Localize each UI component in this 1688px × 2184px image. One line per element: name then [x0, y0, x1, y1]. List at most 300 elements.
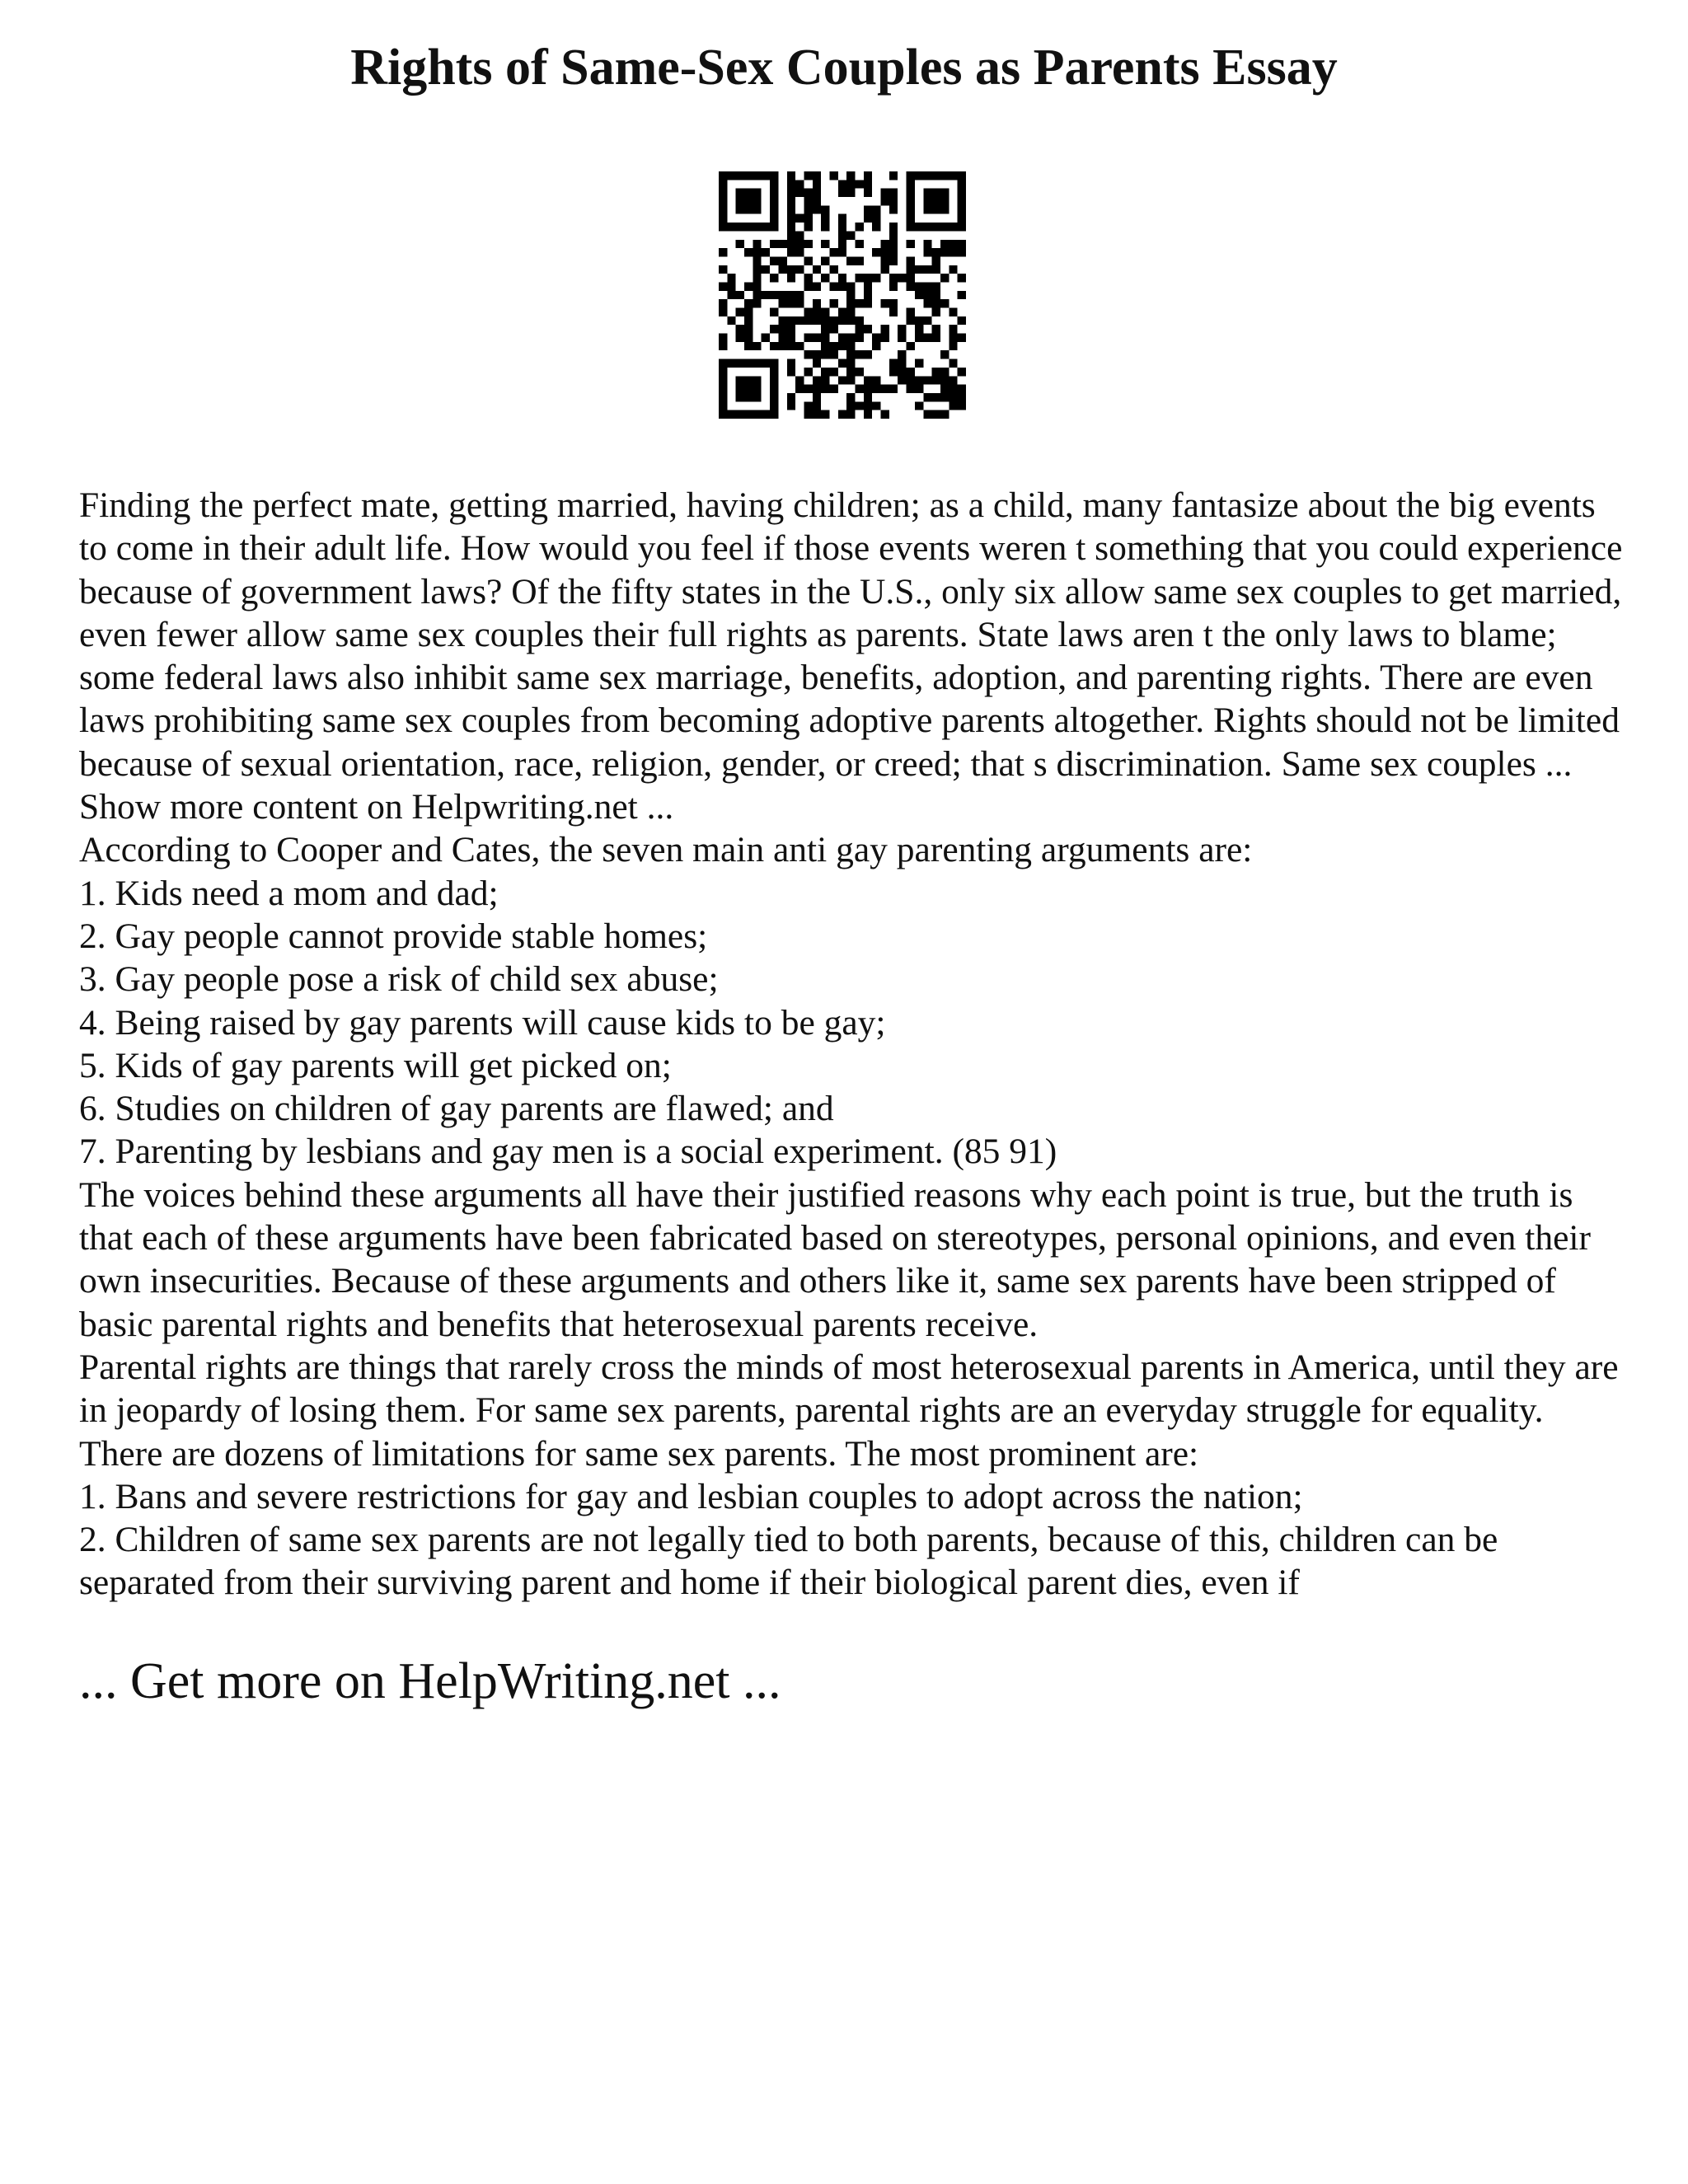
qr-module [932, 410, 940, 419]
qr-module [813, 334, 821, 342]
qr-module [907, 197, 915, 205]
qr-module [872, 223, 880, 231]
qr-module [813, 308, 821, 316]
qr-module [846, 368, 855, 376]
qr-module [804, 205, 812, 213]
qr-module [787, 180, 795, 188]
qr-module [923, 316, 931, 325]
qr-module [907, 368, 915, 376]
qr-module [719, 368, 727, 376]
qr-module [932, 299, 940, 307]
qr-module [846, 393, 855, 401]
qr-module [838, 282, 846, 290]
qr-module [898, 334, 906, 342]
qr-module [762, 359, 770, 368]
qr-module [881, 265, 889, 274]
qr-module [864, 282, 872, 290]
qr-module [838, 231, 846, 239]
qr-module [881, 240, 889, 248]
essay-paragraph: According to Cooper and Cates, the seven main anti gay parenting arguments are: [79, 830, 1253, 870]
qr-module [958, 171, 966, 180]
qr-module [736, 325, 744, 333]
qr-module [838, 316, 846, 325]
qr-module [770, 291, 778, 299]
qr-module [813, 393, 821, 401]
qr-module [795, 240, 804, 248]
qr-module [727, 316, 735, 325]
qr-module [736, 308, 744, 316]
qr-module [864, 385, 872, 393]
qr-module [932, 248, 940, 256]
qr-module [856, 274, 864, 282]
qr-module [787, 197, 795, 205]
qr-module [770, 256, 778, 265]
qr-module [846, 308, 855, 316]
page-title: Rights of Same-Sex Couples as Parents Essay [350, 40, 1338, 96]
qr-module [744, 248, 753, 256]
qr-module [787, 189, 795, 197]
qr-module [744, 299, 753, 307]
qr-module [838, 223, 846, 231]
qr-module [864, 180, 872, 188]
qr-module [736, 205, 744, 213]
qr-module [923, 291, 931, 299]
qr-module [778, 325, 786, 333]
qr-module [778, 342, 786, 350]
qr-module [744, 189, 753, 197]
qr-module [821, 368, 829, 376]
qr-module [838, 240, 846, 248]
qr-module [753, 223, 761, 231]
qr-module [753, 274, 761, 282]
list-item: 1. Kids need a mom and dad; [79, 873, 499, 913]
qr-module [821, 325, 829, 333]
qr-module [804, 214, 812, 223]
qr-module [804, 197, 812, 205]
qr-module [872, 248, 880, 256]
qr-module [719, 376, 727, 384]
qr-module [770, 376, 778, 384]
qr-module [923, 248, 931, 256]
qr-module [753, 299, 761, 307]
qr-module [719, 171, 727, 180]
qr-module [762, 223, 770, 231]
qr-module [864, 291, 872, 299]
qr-module [932, 393, 940, 401]
qr-module [949, 359, 957, 368]
qr-module [795, 265, 804, 274]
qr-module [727, 282, 735, 290]
qr-module [864, 410, 872, 419]
qr-module [907, 171, 915, 180]
qr-module [932, 197, 940, 205]
qr-module [864, 214, 872, 223]
qr-module [770, 359, 778, 368]
qr-module [804, 316, 812, 325]
qr-module [813, 410, 821, 419]
qr-module [907, 265, 915, 274]
list-item: 2. Children of same sex parents are not legally tied to both parents, because of this, children can be separated from their surviving parent and home if their biological parent dies, even if [79, 1520, 1498, 1603]
qr-module [813, 359, 821, 368]
qr-module [770, 205, 778, 213]
qr-module [932, 223, 940, 231]
qr-module [821, 223, 829, 231]
get-more-link[interactable]: ... Get more on HelpWriting.net ... [79, 1653, 781, 1709]
qr-module [923, 376, 931, 384]
qr-module [744, 223, 753, 231]
qr-module [907, 240, 915, 248]
qr-module [787, 334, 795, 342]
qr-module [940, 410, 949, 419]
qr-module [770, 368, 778, 376]
qr-module [958, 393, 966, 401]
qr-module [762, 171, 770, 180]
qr-module [821, 214, 829, 223]
qr-module [907, 385, 915, 393]
qr-module [770, 180, 778, 188]
qr-module [787, 274, 795, 282]
qr-module [932, 291, 940, 299]
qr-module [949, 265, 957, 274]
qr-module [744, 334, 753, 342]
qr-module [795, 299, 804, 307]
qr-module [838, 342, 846, 350]
qr-module [744, 197, 753, 205]
qr-module [770, 385, 778, 393]
qr-module [821, 385, 829, 393]
qr-module [829, 350, 837, 359]
list-item: 5. Kids of gay parents will get picked on; [79, 1045, 672, 1085]
qr-module [795, 385, 804, 393]
essay-body [79, 484, 1629, 1605]
qr-module [958, 334, 966, 342]
qr-module [907, 282, 915, 290]
qr-module [907, 223, 915, 231]
qr-module [856, 180, 864, 188]
qr-module [958, 180, 966, 188]
essay-paragraph: The voices behind these arguments all have their justified reasons why each point is true, but the truth is that each of these arguments have been fabricated based on stereotypes, personal opinions, and even their own insecurities. Because of these arguments and others like it, same sex parents have been stripped of basic parental rights and benefits that heterosexual parents receive. [79, 1174, 1591, 1344]
qr-module [770, 197, 778, 205]
qr-module [872, 342, 880, 350]
qr-module [889, 368, 898, 376]
qr-module [898, 350, 906, 359]
qr-module [804, 223, 812, 231]
qr-module [744, 385, 753, 393]
qr-module [949, 223, 957, 231]
qr-module [838, 189, 846, 197]
qr-module [795, 376, 804, 384]
qr-module [829, 316, 837, 325]
qr-module [744, 410, 753, 419]
qr-module [813, 282, 821, 290]
qr-module [719, 248, 727, 256]
qr-module [804, 282, 812, 290]
qr-module [813, 180, 821, 188]
qr-module [958, 240, 966, 248]
qr-module [923, 282, 931, 290]
qr-module [881, 248, 889, 256]
qr-module [821, 376, 829, 384]
qr-module [864, 325, 872, 333]
qr-module [744, 282, 753, 290]
list-item: 7. Parenting by lesbians and gay men is a social experiment. (85 91) [79, 1132, 1057, 1172]
qr-module [770, 171, 778, 180]
qr-module [864, 393, 872, 401]
qr-module [821, 205, 829, 213]
qr-module [846, 171, 855, 180]
qr-module [864, 299, 872, 307]
qr-module [829, 299, 837, 307]
qr-module [821, 342, 829, 350]
qr-module [872, 214, 880, 223]
qr-module [881, 325, 889, 333]
qr-module [778, 316, 786, 325]
qr-module [881, 299, 889, 307]
qr-module [915, 359, 923, 368]
qr-module [762, 265, 770, 274]
qr-module [744, 376, 753, 384]
qr-module [940, 240, 949, 248]
qr-module [787, 171, 795, 180]
qr-module [923, 205, 931, 213]
qr-module [958, 316, 966, 325]
qr-module [804, 410, 812, 419]
qr-module [813, 299, 821, 307]
qr-module [821, 308, 829, 316]
qr-module [804, 240, 812, 248]
qr-module [778, 256, 786, 265]
qr-module [736, 223, 744, 231]
qr-module [889, 240, 898, 248]
qr-module [829, 265, 837, 274]
qr-module [856, 325, 864, 333]
qr-module [719, 180, 727, 188]
qr-module [787, 325, 795, 333]
qr-module [744, 359, 753, 368]
qr-module [753, 265, 761, 274]
qr-module [829, 368, 837, 376]
qr-module [787, 359, 795, 368]
qr-module [753, 240, 761, 248]
qr-module [932, 265, 940, 274]
qr-module [719, 393, 727, 401]
qr-module [778, 291, 786, 299]
qr-module [787, 231, 795, 239]
qr-module [795, 316, 804, 325]
qr-module [829, 385, 837, 393]
qr-module [813, 189, 821, 197]
qr-module [907, 214, 915, 223]
qr-module [846, 359, 855, 368]
list-item: 4. Being raised by gay parents will cause kids to be gay; [79, 1002, 886, 1043]
qr-module [846, 231, 855, 239]
qr-module [846, 350, 855, 359]
qr-module [856, 334, 864, 342]
qr-module [932, 282, 940, 290]
qr-module [813, 171, 821, 180]
qr-module [770, 393, 778, 401]
qr-module [838, 308, 846, 316]
qr-module [907, 308, 915, 316]
qr-module [907, 205, 915, 213]
qr-module [940, 299, 949, 307]
qr-module [838, 214, 846, 223]
qr-module [949, 248, 957, 256]
qr-module [787, 265, 795, 274]
qr-module [813, 265, 821, 274]
qr-module [821, 274, 829, 282]
qr-module [778, 240, 786, 248]
qr-module [958, 385, 966, 393]
qr-module [864, 350, 872, 359]
qr-module [915, 223, 923, 231]
qr-module [907, 376, 915, 384]
qr-module [864, 401, 872, 410]
qr-module [932, 171, 940, 180]
qr-module [940, 248, 949, 256]
qr-module [881, 334, 889, 342]
qr-module [770, 274, 778, 282]
qr-module [787, 401, 795, 410]
qr-module [753, 376, 761, 384]
qr-module [795, 214, 804, 223]
qr-module [719, 334, 727, 342]
qr-module [923, 197, 931, 205]
qr-module [846, 410, 855, 419]
qr-module [727, 410, 735, 419]
qr-module [795, 342, 804, 350]
qr-module [940, 205, 949, 213]
qr-module [821, 350, 829, 359]
qr-module [907, 274, 915, 282]
qr-module [940, 393, 949, 401]
qr-module [958, 205, 966, 213]
qr-module [932, 256, 940, 265]
qr-module [949, 325, 957, 333]
qr-module [753, 282, 761, 290]
qr-module [864, 189, 872, 197]
qr-module [838, 248, 846, 256]
qr-module [727, 291, 735, 299]
qr-module [719, 308, 727, 316]
qr-module [872, 376, 880, 384]
qr-module [915, 376, 923, 384]
qr-module [744, 325, 753, 333]
qr-module [778, 334, 786, 342]
qr-module [846, 189, 855, 197]
qr-module [829, 248, 837, 256]
qr-module [744, 342, 753, 350]
qr-module [770, 308, 778, 316]
qr-module [762, 291, 770, 299]
qr-module [762, 334, 770, 342]
qr-module [940, 350, 949, 359]
qr-module [821, 316, 829, 325]
qr-module [846, 299, 855, 307]
list-item: 3. Gay people pose a risk of child sex abuse; [79, 959, 719, 1000]
qr-module [881, 189, 889, 197]
list-item: 2. Gay people cannot provide stable homes; [79, 916, 708, 956]
qr-module [787, 316, 795, 325]
qr-module [770, 240, 778, 248]
qr-module [898, 359, 906, 368]
qr-module [907, 189, 915, 197]
qr-module [856, 256, 864, 265]
qr-module [727, 274, 735, 282]
qr-module [915, 282, 923, 290]
qr-module [813, 205, 821, 213]
qr-module [889, 299, 898, 307]
qr-module [958, 189, 966, 197]
qr-module [846, 282, 855, 290]
qr-module [864, 171, 872, 180]
qr-module [795, 180, 804, 188]
qr-module [949, 308, 957, 316]
qr-module [753, 205, 761, 213]
qr-module [804, 274, 812, 282]
qr-module [787, 299, 795, 307]
qr-module [915, 316, 923, 325]
qr-module [915, 334, 923, 342]
qr-module [753, 291, 761, 299]
qr-module [821, 256, 829, 265]
qr-module [795, 248, 804, 256]
qr-module [856, 368, 864, 376]
qr-module [958, 401, 966, 410]
qr-module [736, 291, 744, 299]
qr-module [889, 256, 898, 265]
qr-module [829, 342, 837, 350]
qr-module [872, 205, 880, 213]
qr-module [813, 385, 821, 393]
qr-module [889, 385, 898, 393]
qr-module [787, 223, 795, 231]
qr-module [719, 359, 727, 368]
qr-module [889, 205, 898, 213]
qr-module [753, 197, 761, 205]
qr-module [872, 274, 880, 282]
qr-module [770, 223, 778, 231]
qr-module [958, 368, 966, 376]
qr-module [770, 214, 778, 223]
qr-module [940, 385, 949, 393]
qr-module [719, 189, 727, 197]
essay-paragraph: Parental rights are things that rarely cross the minds of most heterosexual parents in America, until they are in jeopardy of losing them. For same sex parents, parental rights are an everyday struggle for equality. There are dozens of limitations for same sex parents. The most prominent are: [79, 1347, 1619, 1474]
qr-module [736, 385, 744, 393]
qr-module [923, 334, 931, 342]
qr-module [856, 299, 864, 307]
qr-module [940, 376, 949, 384]
qr-module [753, 393, 761, 401]
qr-module [813, 350, 821, 359]
qr-module [881, 385, 889, 393]
list-item: 6. Studies on children of gay parents are flawed; and [79, 1089, 834, 1129]
qr-module [727, 171, 735, 180]
qr-module [907, 256, 915, 265]
qr-module [915, 385, 923, 393]
qr-module [940, 197, 949, 205]
qr-module [940, 368, 949, 376]
qr-module [949, 393, 957, 401]
qr-module [813, 376, 821, 384]
qr-module [744, 316, 753, 325]
qr-module [932, 368, 940, 376]
qr-module [915, 325, 923, 333]
qr-module [889, 308, 898, 316]
qr-module [923, 265, 931, 274]
qr-module [753, 171, 761, 180]
qr-module [719, 197, 727, 205]
